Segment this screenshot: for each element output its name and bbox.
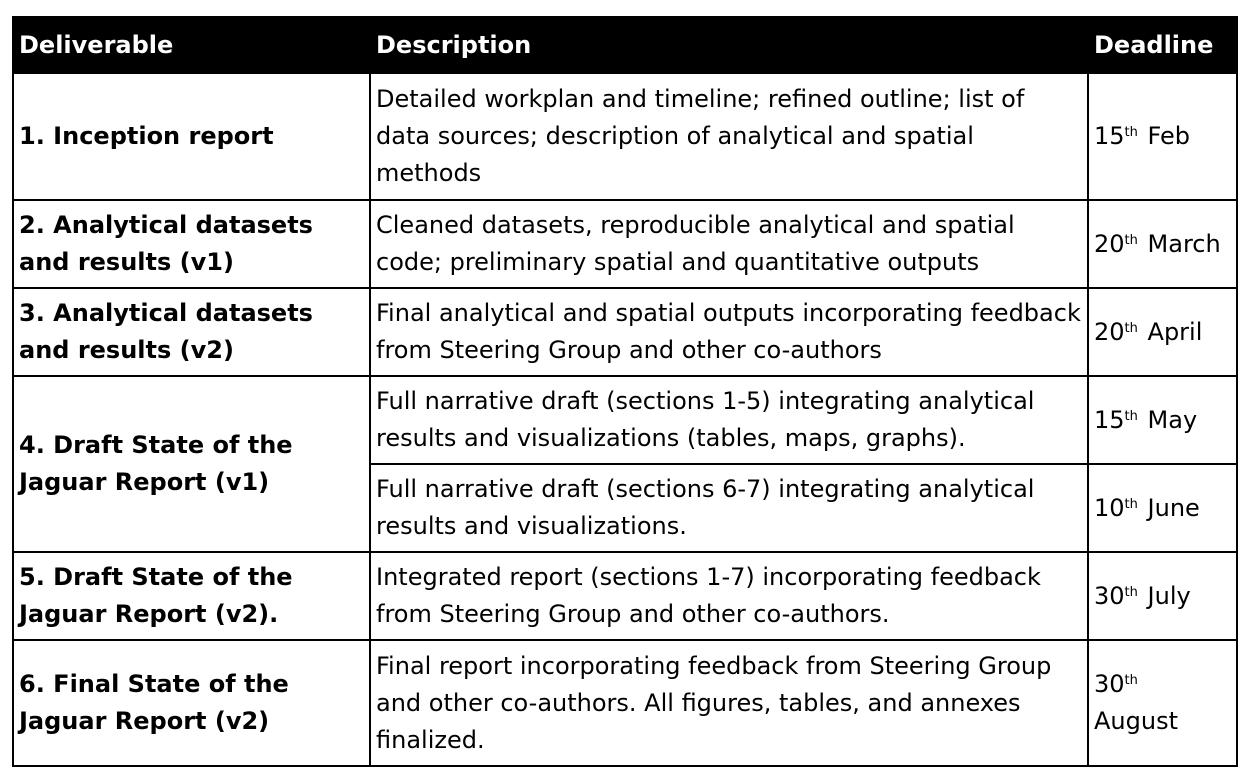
description-cell: Final analytical and spatial outputs incorporating feedback from Steering Group and other co-authors: [370, 288, 1088, 376]
deadline-month: Feb: [1147, 122, 1191, 150]
deliverable-cell: 5. Draft State of the Jaguar Report (v2).: [13, 552, 370, 640]
deliverable-cell: 3. Analytical datasets and results (v2): [13, 288, 370, 376]
table-row: [13, 552, 1237, 640]
deadline-day: 10: [1094, 493, 1125, 522]
deliverable-cell: 6. Final State of the Jaguar Report (v2): [13, 640, 370, 766]
table-row: [13, 200, 1237, 288]
deadline-month: May: [1147, 405, 1198, 434]
deadline-month: June: [1147, 493, 1200, 522]
deadline-suffix: th: [1124, 232, 1138, 248]
deadline-suffix: th: [1124, 125, 1138, 140]
deadline-month: July: [1147, 581, 1191, 610]
deadline-month: April: [1147, 317, 1203, 346]
deadline-cell: [1088, 640, 1237, 766]
deadline-day: 20: [1094, 229, 1125, 258]
deadline-month: March: [1147, 229, 1221, 258]
deadline-suffix: th: [1124, 320, 1138, 336]
deadline-day: 20: [1094, 317, 1125, 346]
deadline-suffix: th: [1124, 496, 1138, 512]
deadline-day: 30: [1094, 670, 1125, 698]
deadline-cell: [1088, 200, 1237, 288]
deliverable-cell: 4. Draft State of the Jaguar Report (v1): [13, 376, 370, 552]
header-deadline: Deadline: [1088, 17, 1237, 73]
deadline-day: 15: [1094, 405, 1125, 434]
description-cell: Full narrative draft (sections 6-7) integrating analytical results and visualizations.: [370, 464, 1088, 552]
deadline-day: 15: [1094, 122, 1125, 150]
deadline-suffix: th: [1124, 673, 1138, 688]
header-description: Description: [370, 17, 1088, 73]
deliverables-table: [12, 16, 1238, 767]
deadline-cell: [1088, 552, 1237, 640]
deadline-suffix: th: [1124, 584, 1138, 600]
table-row: [13, 288, 1237, 376]
description-cell: Detailed workplan and timeline; refined outline; list of data sources; description of analytical and spatial methods: [370, 73, 1088, 200]
deadline-month: August: [1094, 707, 1178, 735]
description-cell: Full narrative draft (sections 1-5) integrating analytical results and visualizations (tables, maps, graphs).: [370, 376, 1088, 464]
deadline-cell: [1088, 376, 1237, 464]
description-cell: Final report incorporating feedback from Steering Group and other co-authors. All figures, tables, and annexes finalized.: [370, 640, 1088, 766]
deadline-day: 30: [1094, 581, 1125, 610]
table-row: [13, 376, 1237, 464]
deadline-cell: [1088, 464, 1237, 552]
table-row: [13, 73, 1237, 200]
header-deliverable: Deliverable: [13, 17, 370, 73]
deliverable-cell: 2. Analytical datasets and results (v1): [13, 200, 370, 288]
description-cell: Integrated report (sections 1-7) incorporating feedback from Steering Group and other co-authors.: [370, 552, 1088, 640]
deadline-suffix: th: [1124, 408, 1138, 424]
deliverables-table-container: [12, 16, 1238, 767]
deadline-cell: [1088, 73, 1237, 200]
table-row: [13, 640, 1237, 766]
deadline-cell: [1088, 288, 1237, 376]
deliverable-cell: 1. Inception report: [13, 73, 370, 200]
description-cell: Cleaned datasets, reproducible analytical and spatial code; preliminary spatial and quantitative outputs: [370, 200, 1088, 288]
header-row: [13, 17, 1237, 73]
